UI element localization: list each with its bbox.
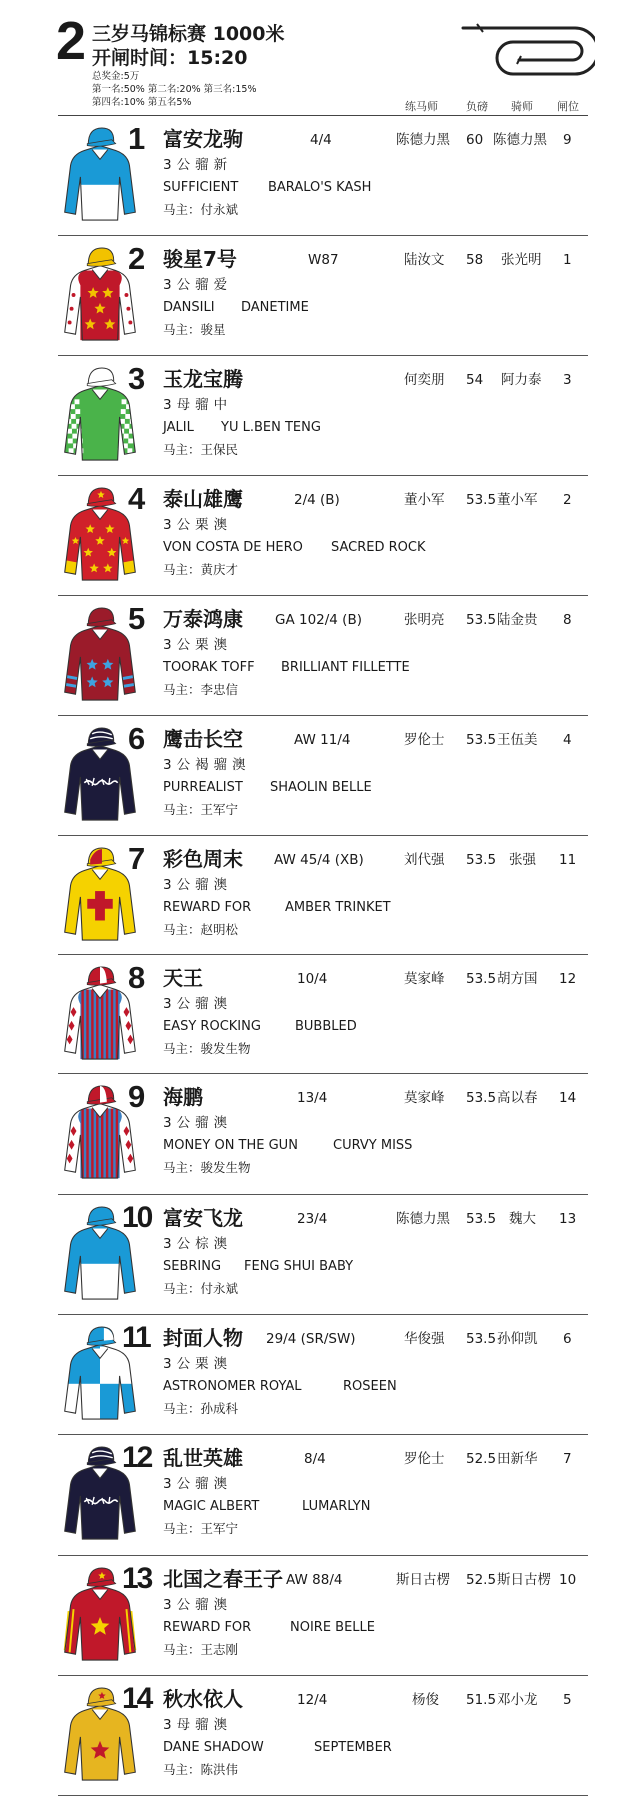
runner-row: [0, 236, 640, 356]
barrier-draw: 11: [559, 852, 577, 868]
jockey-name: 王伍美: [497, 732, 538, 748]
carried-weight: 60: [466, 132, 484, 148]
horse-sire: DANSILI: [163, 300, 215, 315]
trainer-name: 董小军: [404, 492, 445, 508]
barrier-draw: 12: [559, 971, 577, 987]
horse-name: 泰山雄鹰: [163, 487, 243, 511]
col-header-draw: 闸位: [557, 100, 579, 113]
barrier-draw: 14: [559, 1090, 577, 1106]
horse-dam: BRILLIANT FILLETTE: [281, 660, 410, 675]
horse-owner: 马主：骏星: [163, 322, 226, 337]
horse-rating: GA 102/4 (B): [275, 612, 362, 628]
runner-number: 1: [128, 121, 146, 156]
horse-owner: 马主：陈洪伟: [163, 1762, 239, 1777]
horse-sire: SUFFICIENT: [163, 180, 239, 195]
race-number: 2: [56, 11, 87, 71]
horse-dam: YU L.BEN TENG: [221, 420, 321, 435]
carried-weight: 53.5: [466, 852, 497, 868]
trainer-name: 陈德力黑: [396, 132, 450, 148]
runner-number: 3: [128, 361, 146, 396]
barrier-draw: 10: [559, 1572, 577, 1588]
horse-dam: LUMARLYN: [302, 1499, 371, 1514]
race-start-time: 开闸时间：15:20: [92, 47, 248, 69]
horse-rating: 13/4: [297, 1090, 328, 1106]
horse-age-sex-colour-origin: 3公栗澳: [163, 1356, 233, 1372]
race-title: 三岁马锦标赛 1000米: [92, 23, 285, 45]
horse-sire: TOORAK TOFF: [163, 660, 255, 675]
horse-owner: 马主：骏发生物: [163, 1041, 251, 1056]
barrier-draw: 9: [563, 132, 572, 148]
horse-owner: 马主：付永斌: [163, 202, 239, 217]
horse-rating: AW 88/4: [286, 1572, 343, 1588]
horse-owner: 马主：李忠信: [163, 682, 239, 697]
horse-sire: VON COSTA DE HERO: [163, 540, 303, 555]
horse-age-sex-colour-origin: 3公骝澳: [163, 1597, 233, 1613]
horse-owner: 马主：王军宁: [163, 802, 239, 817]
horse-name: 万泰鸿康: [163, 607, 243, 631]
trainer-name: 华俊强: [404, 1331, 445, 1347]
horse-dam: SEPTEMBER: [314, 1740, 392, 1755]
barrier-draw: 3: [563, 372, 572, 388]
track-layout-icon: [455, 20, 595, 82]
horse-name: 乱世英雄: [163, 1446, 243, 1470]
jockey-name: 陆金贵: [497, 612, 538, 628]
col-header-jockey: 骑师: [511, 100, 533, 113]
horse-dam: BARALO'S KASH: [268, 180, 372, 195]
horse-rating: 4/4: [310, 132, 332, 148]
jockey-name: 陈德力黑: [493, 132, 547, 148]
horse-rating: 29/4 (SR/SW): [266, 1331, 356, 1347]
horse-sire: REWARD FOR: [163, 1620, 252, 1635]
horse-age-sex-colour-origin: 3母骝中: [163, 397, 233, 413]
race-header: [0, 0, 640, 116]
barrier-draw: 7: [563, 1451, 572, 1467]
runner-number: 12: [122, 1441, 152, 1474]
horse-age-sex-colour-origin: 3公栗澳: [163, 637, 233, 653]
horse-age-sex-colour-origin: 3公棕澳: [163, 1236, 233, 1252]
runner-row: [0, 716, 640, 836]
horse-age-sex-colour-origin: 3公褐骝澳: [163, 757, 251, 773]
jockey-name: 孙仰凯: [497, 1331, 538, 1347]
horse-age-sex-colour-origin: 3公骝爱: [163, 277, 233, 293]
horse-name: 封面人物: [163, 1326, 243, 1350]
runner-row: [0, 1074, 640, 1195]
jockey-name: 魏大: [509, 1211, 536, 1227]
runner-number: 8: [128, 960, 146, 995]
runner-row: [0, 836, 640, 955]
carried-weight: 53.5: [466, 1331, 497, 1347]
jockey-name: 张光明: [501, 252, 542, 268]
jockey-name: 田新华: [497, 1451, 538, 1467]
runner-number: 5: [128, 601, 146, 636]
trainer-name: 陆汝文: [404, 252, 445, 268]
horse-sire: DANE SHADOW: [163, 1740, 264, 1755]
horse-sire: MONEY ON THE GUN: [163, 1138, 298, 1153]
horse-owner: 马主：王志刚: [163, 1642, 239, 1657]
horse-name: 鹰击长空: [163, 727, 243, 751]
horse-owner: 马主：骏发生物: [163, 1160, 251, 1175]
runner-number: 4: [128, 481, 146, 516]
runner-row: [0, 356, 640, 476]
jockey-name: 胡方国: [497, 971, 538, 987]
horse-sire: SEBRING: [163, 1259, 222, 1274]
carried-weight: 58: [466, 252, 484, 268]
carried-weight: 52.5: [466, 1572, 497, 1588]
col-header-trainer: 练马师: [405, 100, 438, 113]
carried-weight: 52.5: [466, 1451, 497, 1467]
horse-sire: ASTRONOMER ROYAL: [163, 1379, 302, 1394]
horse-rating: 23/4: [297, 1211, 328, 1227]
runner-row: [0, 1315, 640, 1435]
runner-row: [0, 1556, 640, 1676]
horse-owner: 马主：黄庆才: [163, 562, 239, 577]
carried-weight: 53.5: [466, 612, 497, 628]
runner-row: [0, 955, 640, 1074]
row-divider: [58, 1795, 588, 1796]
trainer-name: 何奕朋: [404, 372, 445, 388]
trainer-name: 陈德力黑: [396, 1211, 450, 1227]
runner-row: [0, 1195, 640, 1315]
runner-row: [0, 1676, 640, 1796]
horse-dam: CURVY MISS: [333, 1138, 413, 1153]
horse-sire: MAGIC ALBERT: [163, 1499, 260, 1514]
runner-row: [0, 1435, 640, 1556]
horse-rating: 8/4: [304, 1451, 326, 1467]
horse-name: 骏星7号: [163, 247, 237, 271]
runner-list: [0, 116, 640, 1796]
trainer-name: 斯日古楞: [396, 1572, 450, 1588]
horse-dam: SHAOLIN BELLE: [270, 780, 372, 795]
prize-split-2: 第四名:10% 第五名5%: [92, 97, 192, 108]
horse-dam: SACRED ROCK: [331, 540, 426, 555]
horse-age-sex-colour-origin: 3公栗澳: [163, 517, 233, 533]
trainer-name: 杨俊: [412, 1692, 439, 1708]
barrier-draw: 2: [563, 492, 572, 508]
trainer-name: 罗伦士: [404, 732, 445, 748]
runner-row: [0, 596, 640, 716]
jockey-name: 张强: [509, 852, 536, 868]
horse-rating: W87: [308, 252, 339, 268]
horse-age-sex-colour-origin: 3公骝新: [163, 157, 233, 173]
horse-name: 秋水依人: [163, 1687, 243, 1711]
horse-rating: AW 11/4: [294, 732, 351, 748]
runner-number: 2: [128, 241, 146, 276]
horse-name: 北国之春王子: [163, 1567, 283, 1591]
carried-weight: 53.5: [466, 492, 497, 508]
horse-dam: AMBER TRINKET: [285, 900, 391, 915]
carried-weight: 51.5: [466, 1692, 497, 1708]
jockey-name: 董小军: [497, 492, 538, 508]
trainer-name: 刘代强: [404, 852, 445, 868]
horse-age-sex-colour-origin: 3公骝澳: [163, 1476, 233, 1492]
horse-name: 富安飞龙: [163, 1206, 243, 1230]
runner-number: 10: [122, 1201, 152, 1234]
barrier-draw: 6: [563, 1331, 572, 1347]
horse-sire: PURREALIST: [163, 780, 243, 795]
horse-dam: ROSEEN: [343, 1379, 397, 1394]
horse-dam: DANETIME: [241, 300, 309, 315]
runner-number: 14: [122, 1682, 152, 1715]
horse-name: 天王: [163, 966, 203, 990]
horse-name: 玉龙宝腾: [163, 367, 243, 391]
trainer-name: 张明亮: [404, 612, 445, 628]
horse-age-sex-colour-origin: 3母骝澳: [163, 1717, 233, 1733]
trainer-name: 罗伦士: [404, 1451, 445, 1467]
prize-split-1: 第一名:50% 第二名:20% 第三名:15%: [92, 84, 257, 95]
barrier-draw: 1: [563, 252, 572, 268]
horse-owner: 马主：王保民: [163, 442, 239, 457]
horse-age-sex-colour-origin: 3公骝澳: [163, 877, 233, 893]
horse-rating: 2/4 (B): [294, 492, 340, 508]
carried-weight: 54: [466, 372, 484, 388]
horse-name: 彩色周末: [163, 847, 243, 871]
horse-name: 海鹏: [163, 1085, 203, 1109]
runner-number: 11: [122, 1321, 150, 1354]
horse-owner: 马主：王军宁: [163, 1521, 239, 1536]
horse-owner: 马主：赵明松: [163, 922, 239, 937]
jockey-name: 阿力泰: [501, 372, 542, 388]
runner-row: [0, 116, 640, 236]
horse-sire: REWARD FOR: [163, 900, 252, 915]
jockey-name: 邓小龙: [497, 1692, 538, 1708]
prize-total: 总奖金:5万: [92, 71, 140, 82]
trainer-name: 莫家峰: [404, 971, 445, 987]
horse-sire: JALIL: [163, 420, 194, 435]
horse-dam: BUBBLED: [295, 1019, 357, 1034]
runner-number: 6: [128, 721, 146, 756]
runner-number: 7: [128, 841, 146, 876]
horse-rating: 12/4: [297, 1692, 328, 1708]
barrier-draw: 4: [563, 732, 572, 748]
barrier-draw: 8: [563, 612, 572, 628]
runner-number: 9: [128, 1079, 146, 1114]
runner-row: [0, 476, 640, 596]
carried-weight: 53.5: [466, 1090, 497, 1106]
jockey-name: 高以春: [497, 1090, 538, 1106]
horse-owner: 马主：孙成科: [163, 1401, 239, 1416]
carried-weight: 53.5: [466, 1211, 497, 1227]
horse-age-sex-colour-origin: 3公骝澳: [163, 996, 233, 1012]
carried-weight: 53.5: [466, 971, 497, 987]
jockey-name: 斯日古楞: [497, 1572, 551, 1588]
barrier-draw: 13: [559, 1211, 577, 1227]
carried-weight: 53.5: [466, 732, 497, 748]
trainer-name: 莫家峰: [404, 1090, 445, 1106]
horse-name: 富安龙驹: [163, 127, 243, 151]
runner-number: 13: [122, 1562, 152, 1595]
horse-age-sex-colour-origin: 3公骝澳: [163, 1115, 233, 1131]
horse-owner: 马主：付永斌: [163, 1281, 239, 1296]
horse-rating: AW 45/4 (XB): [274, 852, 364, 868]
col-header-weight: 负磅: [466, 100, 488, 113]
horse-dam: FENG SHUI BABY: [244, 1259, 354, 1274]
horse-dam: NOIRE BELLE: [290, 1620, 376, 1635]
barrier-draw: 5: [563, 1692, 572, 1708]
horse-rating: 10/4: [297, 971, 328, 987]
horse-sire: EASY ROCKING: [163, 1019, 261, 1034]
